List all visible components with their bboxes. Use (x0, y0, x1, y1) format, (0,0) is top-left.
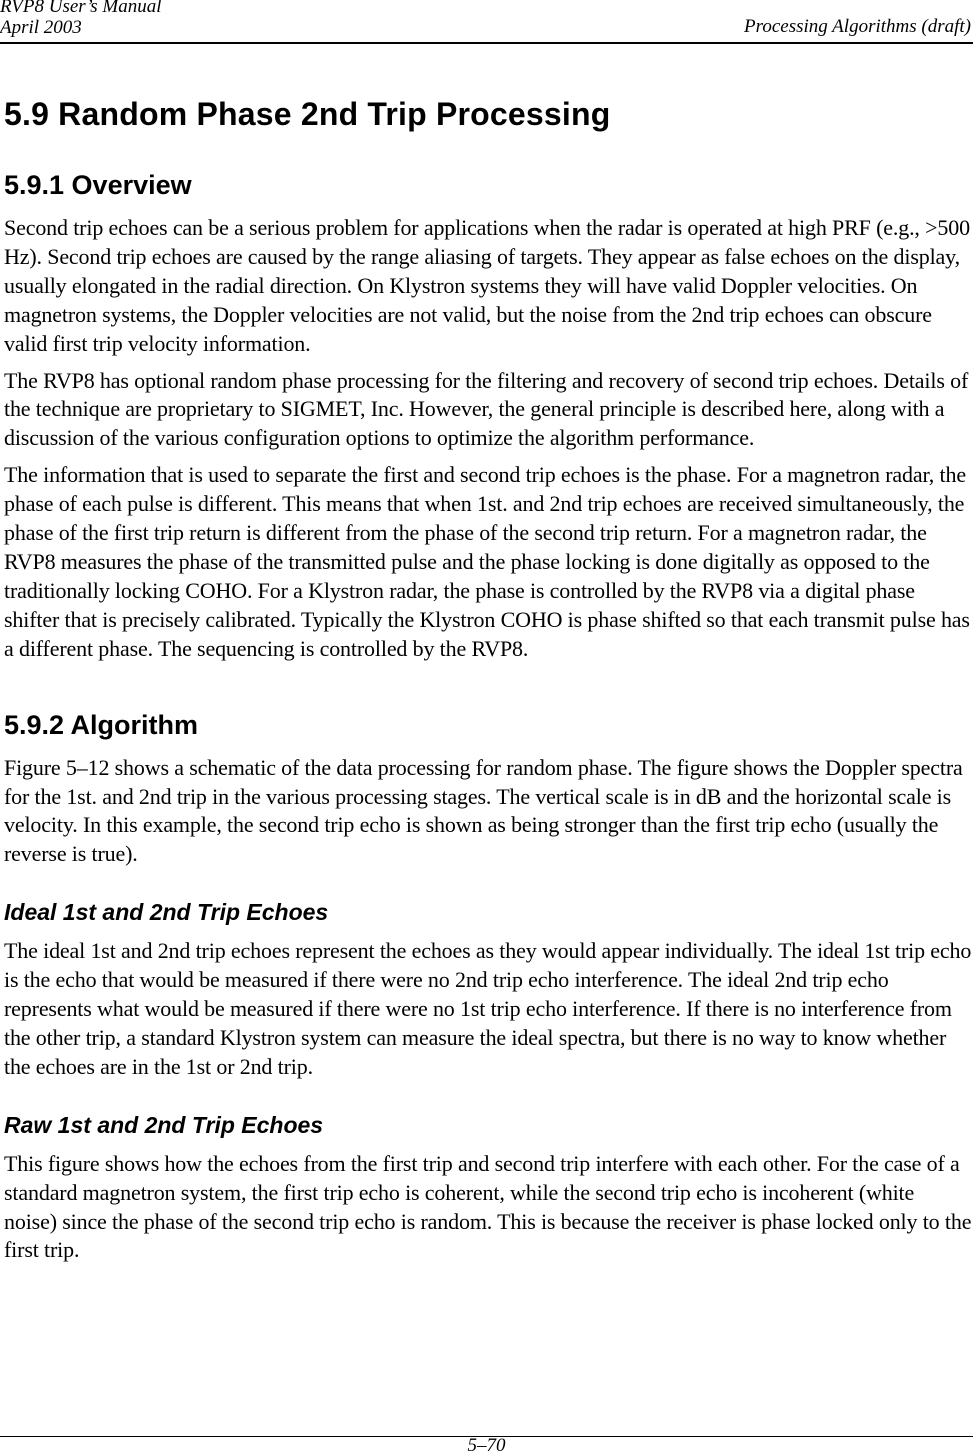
chapter-title: Processing Algorithms (draft) (744, 16, 971, 37)
page-number: 5–70 (467, 1435, 506, 1456)
ideal-echoes-paragraph: The ideal 1st and 2nd trip echoes represent the echoes as they would appear individually. The ideal 1st trip echo is the echo that would be measured if there were no 2nd trip echo interference. The ideal 2nd trip echo represents what would be measured if there were no 1st trip echo interference. If there is no interference from the other trip, a standard Klystron system can measure the ideal spectra, but there is no way to know whether the echoes are in the 1st or 2nd trip. (4, 938, 972, 1079)
section-title: 5.9 Random Phase 2nd Trip Processing (4, 96, 611, 132)
overview-paragraph-3: The information that is used to separate the first and second trip echoes is the phase. For a magnetron radar, the phase of each pulse is different. This means that when 1st. and 2nd trip echoes are received simultaneously, the phase of the first trip return is different from the phase of the second trip return. For a magnetron radar, the RVP8 measures the phase of the transmitted pulse and the phase locking is done digitally as opposed to the traditionally locking COHO. For a Klystron radar, the phase is controlled by the RVP8 via a digital phase shifter that is precisely calibrated. Typically the Klystron COHO is phase shifted so that each transmit pulse has a different phase. The sequencing is controlled by the RVP8. (4, 462, 970, 661)
algorithm-heading: 5.9.2 Algorithm (4, 709, 199, 740)
overview-heading: 5.9.1 Overview (4, 170, 192, 200)
raw-echoes-paragraph: This figure shows how the echoes from the first trip and second trip interfere with each other. For the case of a standard magnetron system, the first trip echo is coherent, while the second trip echo is incoherent (white noise) since the phase of the second trip echo is random. This is because the receiver is phase locked only to the first trip. (4, 1150, 972, 1263)
overview-paragraph-1: Second trip echoes can be a serious problem for applications when the radar is operated at high PRF (e.g., >500 Hz). Second trip echoes are caused by the range aliasing of targets. They appear as false echoes on the display, usually elongated in the radial direction. On Klystron systems they will have valid Doppler velocities. On magnetron systems, the Doppler velocities are not valid, but the noise from the 2nd trip echoes can obscure valid first trip velocity information. (4, 215, 970, 356)
algorithm-paragraph-1: Figure 5–12 shows a schematic of the data processing for random phase. The figure shows the Doppler spectra for the 1st. and 2nd trip in the various processing stages. The vertical scale is in dB and the horizontal scale is velocity. In this example, the second trip echo is shown as being stronger than the first trip echo (usually the reverse is true). (4, 754, 963, 867)
page-body (4, 94, 972, 1273)
ideal-echoes-heading: Ideal 1st and 2nd Trip Echoes (4, 899, 329, 926)
page-footer (0, 1435, 973, 1456)
overview-paragraph-2: The RVP8 has optional random phase processing for the filtering and recovery of second trip echoes. Details of the technique are proprietary to SIGMET, Inc. However, the general principle is described here, along with a discussion of the various configuration options to optimize the algorithm performance. (4, 367, 969, 451)
publication-date: April 2003 (0, 17, 82, 38)
page-header (0, 0, 973, 44)
manual-title: RVP8 User’s Manual (0, 0, 162, 17)
raw-echoes-heading: Raw 1st and 2nd Trip Echoes (4, 1111, 324, 1138)
header-left (0, 0, 162, 38)
